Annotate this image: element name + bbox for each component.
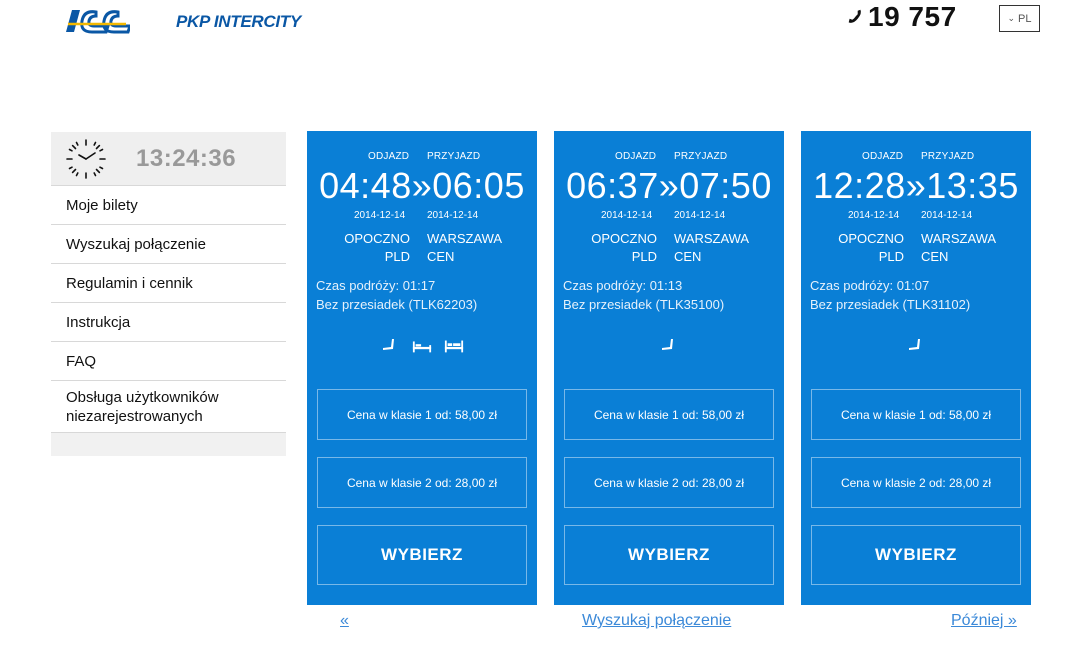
trip-info [810, 276, 970, 314]
departure-station-code: PLD [384, 249, 410, 264]
couchette-icon [412, 338, 432, 359]
sidebar-item-instructions[interactable]: Instrukcja [51, 303, 286, 342]
sidebar-item-my-tickets[interactable]: Moje bilety [51, 186, 286, 225]
arrival-station-name: WARSZAWA [427, 231, 503, 246]
departure-station-code: PLD [631, 249, 657, 264]
travel-duration: Czas podróży: 01:17 [316, 278, 436, 293]
arrival-date: 2014-12-14 [674, 210, 726, 221]
search-connection-link[interactable]: Wyszukaj połączenie [582, 612, 732, 629]
arrival-label: PRZYJAZD [674, 151, 728, 162]
departure-station [838, 230, 904, 266]
intercity-logo-icon [66, 6, 130, 36]
clock-icon [66, 139, 106, 179]
seat-icon [380, 338, 400, 359]
departure-label: ODJAZD [862, 151, 904, 162]
amenity-icons [801, 338, 1031, 359]
language-select[interactable] [999, 5, 1040, 32]
logo-text: PKP INTERCITY [176, 12, 301, 31]
clock-widget [51, 132, 286, 186]
connection-card [307, 131, 537, 605]
transfer-info: Bez przesiadek (TLK35100) [563, 297, 725, 312]
trip-info [563, 276, 724, 314]
sleeper-icon [444, 338, 464, 359]
amenity-icons [307, 338, 537, 359]
chevron-down-icon: ⌄ [1007, 13, 1016, 23]
departure-label: ODJAZD [615, 151, 657, 162]
departure-station-name: OPOCZNO [838, 231, 904, 246]
arrival-station-name: WARSZAWA [921, 231, 997, 246]
arrival-date: 2014-12-14 [427, 210, 479, 221]
separator: » [658, 165, 680, 206]
departure-station-name: OPOCZNO [344, 231, 410, 246]
sidebar-item-terms[interactable]: Regulamin i cennik [51, 264, 286, 303]
separator: » [905, 165, 927, 206]
connection-card [801, 131, 1031, 605]
connection-card [554, 131, 784, 605]
sidebar-item-faq[interactable]: FAQ [51, 342, 286, 381]
departure-time: 12:28 [813, 165, 906, 206]
earlier-link[interactable]: « [340, 612, 349, 629]
amenity-icons [554, 338, 784, 359]
departure-date: 2014-12-14 [354, 210, 406, 221]
choose-button[interactable]: WYBIERZ [564, 525, 774, 585]
departure-date: 2014-12-14 [601, 210, 653, 221]
trip-info [316, 276, 477, 314]
times [554, 165, 784, 207]
arrival-time: 07:50 [679, 165, 772, 206]
sidebar [51, 132, 286, 456]
travel-duration: Czas podróży: 01:13 [563, 278, 683, 293]
departure-station-name: OPOCZNO [591, 231, 657, 246]
seat-icon [906, 338, 926, 359]
hotline [846, 0, 957, 34]
arrival-date: 2014-12-14 [921, 210, 973, 221]
arrival-label: PRZYJAZD [427, 151, 481, 162]
phone-number: 19 757 [868, 1, 957, 32]
arrival-station [427, 230, 502, 266]
price-class-1-button[interactable]: Cena w klasie 1 od: 58,00 zł [564, 389, 774, 440]
arrival-station-code: CEN [674, 249, 702, 264]
times [307, 165, 537, 207]
arrival-time: 06:05 [432, 165, 525, 206]
choose-button[interactable]: WYBIERZ [317, 525, 527, 585]
arrival-station [674, 230, 749, 266]
seat-icon [659, 338, 679, 359]
times [801, 165, 1031, 207]
departure-label: ODJAZD [368, 151, 410, 162]
phone-icon [846, 8, 864, 26]
departure-time: 04:48 [319, 165, 412, 206]
departure-station-code: PLD [878, 249, 904, 264]
arrival-label: PRZYJAZD [921, 151, 975, 162]
arrival-station-code: CEN [427, 249, 455, 264]
price-class-2-button[interactable]: Cena w klasie 2 od: 28,00 zł [811, 457, 1021, 508]
arrival-time: 13:35 [926, 165, 1019, 206]
later-link[interactable]: Później » [951, 612, 1017, 629]
clock-time: 13:24:36 [136, 144, 237, 172]
transfer-info: Bez przesiadek (TLK31102) [810, 297, 971, 312]
travel-duration: Czas podróży: 01:07 [810, 278, 930, 293]
logo[interactable] [66, 6, 301, 36]
price-class-1-button[interactable]: Cena w klasie 1 od: 58,00 zł [811, 389, 1021, 440]
separator: » [411, 165, 433, 206]
arrival-station-name: WARSZAWA [674, 231, 750, 246]
transfer-info: Bez przesiadek (TLK62203) [316, 297, 478, 312]
departure-date: 2014-12-14 [848, 210, 900, 221]
departure-time: 06:37 [566, 165, 659, 206]
departure-station [344, 230, 410, 266]
choose-button[interactable]: WYBIERZ [811, 525, 1021, 585]
language-label: PL [1018, 12, 1032, 25]
sidebar-item-search[interactable]: Wyszukaj połączenie [51, 225, 286, 264]
departure-station [591, 230, 657, 266]
arrival-station-code: CEN [921, 249, 949, 264]
arrival-station [921, 230, 996, 266]
sidebar-item-unregistered[interactable]: Obsługa użytkowników niezarejestrowanych [51, 381, 286, 433]
price-class-2-button[interactable]: Cena w klasie 2 od: 28,00 zł [564, 457, 774, 508]
price-class-1-button[interactable]: Cena w klasie 1 od: 58,00 zł [317, 389, 527, 440]
price-class-2-button[interactable]: Cena w klasie 2 od: 28,00 zł [317, 457, 527, 508]
